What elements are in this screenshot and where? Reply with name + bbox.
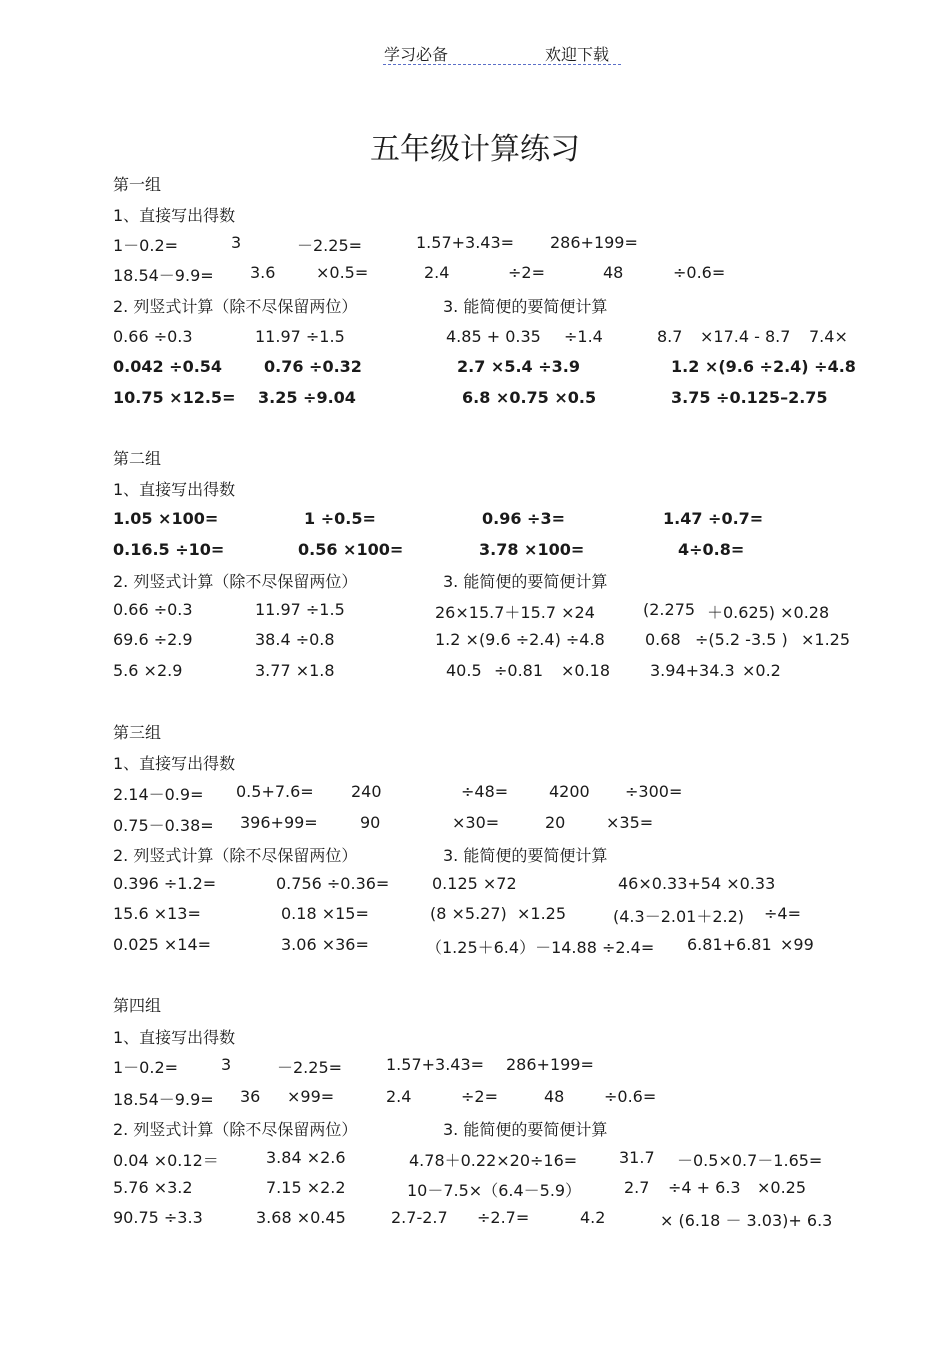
group-4-heading: 第四组 xyxy=(113,996,162,1015)
expr: 2.14－0.9= xyxy=(113,785,204,804)
expr: 0.18 ×15= xyxy=(281,904,369,923)
expr: 0.75－0.38= xyxy=(113,816,214,835)
expr: 8.7 xyxy=(657,327,683,346)
expr: 0.66 ÷0.3 xyxy=(113,600,193,619)
group-2-direct-label: 1、直接写出得数 xyxy=(113,480,236,499)
expr: 1.57+3.43= xyxy=(416,233,515,252)
expr: × (6.18 － 3.03)+ 6.3 xyxy=(660,1211,833,1230)
expr: 3.25 ÷9.04 xyxy=(258,388,356,407)
expr: 3.84 ×2.6 xyxy=(266,1148,346,1167)
expr: 0.756 ÷0.36= xyxy=(276,874,390,893)
expr: 0.68 xyxy=(645,630,681,649)
vertical-label: 2. 列竖式计算（除不尽保留两位） xyxy=(113,1120,358,1139)
g3-row-1 xyxy=(0,782,950,804)
expr: 1 ÷0.5= xyxy=(304,509,376,528)
expr: 3 xyxy=(221,1055,232,1074)
expr: 4200 xyxy=(549,782,590,801)
g3-row-5 xyxy=(0,935,950,957)
g1-row-4 xyxy=(0,357,950,379)
g3-row-3 xyxy=(0,874,950,896)
expr: ×35= xyxy=(606,813,654,832)
expr: 38.4 ÷0.8 xyxy=(255,630,335,649)
expr: 3.94+34.3 xyxy=(650,661,735,680)
g1-section-labels xyxy=(0,294,950,316)
expr: 2.7-2.7 xyxy=(391,1208,448,1227)
expr: 15.6 ×13= xyxy=(113,904,201,923)
expr: ×1.25 xyxy=(517,904,567,923)
page-title: 五年级计算练习 xyxy=(370,132,580,167)
expr: 26×15.7＋15.7 ×24 xyxy=(435,603,595,622)
g4-row-4 xyxy=(0,1178,950,1200)
expr: －2.25= xyxy=(277,1058,343,1077)
expr: 2.7 xyxy=(624,1178,650,1197)
group-3-heading: 第三组 xyxy=(113,723,162,742)
expr: ÷0.6= xyxy=(673,263,726,282)
expr: 0.56 ×100= xyxy=(298,540,404,559)
expr: ÷2= xyxy=(508,263,545,282)
expr: 1.57+3.43= xyxy=(386,1055,485,1074)
expr: (4.3－2.01＋2.2) xyxy=(613,907,745,926)
expr: －2.25= xyxy=(297,236,363,255)
expr: 10.75 ×12.5= xyxy=(113,388,236,407)
expr: 46×0.33+54 ×0.33 xyxy=(618,874,776,893)
expr: 18.54－9.9= xyxy=(113,1090,214,1109)
expr: 3 xyxy=(231,233,242,252)
expr: 20 xyxy=(545,813,566,832)
expr: 3.06 ×36= xyxy=(281,935,369,954)
expr: 11.97 ÷1.5 xyxy=(255,327,345,346)
group-1-direct-label: 1、直接写出得数 xyxy=(113,206,236,225)
vertical-label: 2. 列竖式计算（除不尽保留两位） xyxy=(113,572,358,591)
expr: 40.5 xyxy=(446,661,482,680)
expr: 1－0.2= xyxy=(113,1058,179,1077)
expr: 3.78 ×100= xyxy=(479,540,585,559)
g1-row-2 xyxy=(0,263,950,285)
expr: 10－7.5×（6.4－5.9） xyxy=(407,1181,582,1200)
expr: ÷300= xyxy=(625,782,683,801)
expr: 90.75 ÷3.3 xyxy=(113,1208,203,1227)
expr: 31.7 xyxy=(619,1148,655,1167)
expr: ÷0.81 xyxy=(494,661,544,680)
expr: ×30= xyxy=(452,813,500,832)
expr: 5.6 ×2.9 xyxy=(113,661,183,680)
g2-row-1 xyxy=(0,509,950,531)
header-left: 学习必备 xyxy=(384,45,449,64)
g3-section-labels xyxy=(0,843,950,865)
g4-row-2 xyxy=(0,1087,950,1109)
group-1-heading: 第一组 xyxy=(113,175,162,194)
expr: 240 xyxy=(351,782,382,801)
expr: ＋0.625) ×0.28 xyxy=(707,603,830,622)
expr: 396+99= xyxy=(240,813,318,832)
expr: 0.96 ÷3= xyxy=(482,509,565,528)
expr: 3.68 ×0.45 xyxy=(256,1208,346,1227)
expr: 4÷0.8= xyxy=(678,540,745,559)
expr: 6.8 ×0.75 ×0.5 xyxy=(462,388,597,407)
expr: 0.76 ÷0.32 xyxy=(264,357,362,376)
simple-label: 3. 能简便的要简便计算 xyxy=(443,297,608,316)
g4-row-5 xyxy=(0,1208,950,1230)
group-3-direct-label: 1、直接写出得数 xyxy=(113,754,236,773)
expr: 1.2 ×(9.6 ÷2.4) ÷4.8 xyxy=(671,357,856,376)
expr: ×99 xyxy=(780,935,814,954)
expr: 1－0.2= xyxy=(113,236,179,255)
expr: 4.85 + 0.35 xyxy=(446,327,541,346)
simple-label: 3. 能简便的要简便计算 xyxy=(443,1120,608,1139)
expr: ×0.5= xyxy=(316,263,369,282)
expr: 2.7 ×5.4 ÷3.9 xyxy=(457,357,580,376)
expr: 69.6 ÷2.9 xyxy=(113,630,193,649)
expr: 0.025 ×14= xyxy=(113,935,212,954)
expr: ÷0.6= xyxy=(604,1087,657,1106)
group-4-direct-label: 1、直接写出得数 xyxy=(113,1028,236,1047)
expr: ÷4= xyxy=(764,904,801,923)
expr: 18.54－9.9= xyxy=(113,266,214,285)
expr: 0.04 ×0.12＝ xyxy=(113,1151,219,1170)
expr: ×0.25 xyxy=(757,1178,807,1197)
g2-row-4 xyxy=(0,630,950,652)
expr: ÷1.4 xyxy=(564,327,603,346)
expr: 286+199= xyxy=(506,1055,594,1074)
expr: 0.66 ÷0.3 xyxy=(113,327,193,346)
expr: 1.2 ×(9.6 ÷2.4) ÷4.8 xyxy=(435,630,605,649)
expr: 4.78＋0.22×20÷16= xyxy=(409,1151,578,1170)
simple-label: 3. 能简便的要简便计算 xyxy=(443,572,608,591)
expr: 0.5+7.6= xyxy=(236,782,314,801)
expr: 36 xyxy=(240,1087,261,1106)
expr: ×1.25 xyxy=(801,630,851,649)
g2-row-3 xyxy=(0,600,950,622)
g1-row-3 xyxy=(0,327,950,349)
expr: ×17.4 - 8.7 xyxy=(700,327,791,346)
g1-row-5 xyxy=(0,388,950,410)
expr: 7.15 ×2.2 xyxy=(266,1178,346,1197)
expr: 11.97 ÷1.5 xyxy=(255,600,345,619)
vertical-label: 2. 列竖式计算（除不尽保留两位） xyxy=(113,846,358,865)
g2-row-2 xyxy=(0,540,950,562)
expr: 3.6 xyxy=(250,263,276,282)
expr: ÷48= xyxy=(461,782,509,801)
expr: 90 xyxy=(360,813,381,832)
expr: 286+199= xyxy=(550,233,638,252)
expr: ×99= xyxy=(287,1087,335,1106)
expr: 7.4× xyxy=(809,327,848,346)
expr: 48 xyxy=(603,263,624,282)
expr: 0.042 ÷0.54 xyxy=(113,357,223,376)
expr: ×0.2 xyxy=(742,661,781,680)
expr: 3.75 ÷0.125–2.75 xyxy=(671,388,828,407)
g2-row-5 xyxy=(0,661,950,683)
expr: 1.05 ×100= xyxy=(113,509,219,528)
vertical-label: 2. 列竖式计算（除不尽保留两位） xyxy=(113,297,358,316)
expr: 1.47 ÷0.7= xyxy=(663,509,764,528)
expr: 2.4 xyxy=(424,263,450,282)
simple-label: 3. 能简便的要简便计算 xyxy=(443,846,608,865)
g4-row-1 xyxy=(0,1055,950,1077)
expr: (2.275 xyxy=(643,600,696,619)
expr: ×0.18 xyxy=(561,661,611,680)
g2-section-labels xyxy=(0,569,950,591)
expr: 4.2 xyxy=(580,1208,606,1227)
expr: 3.77 ×1.8 xyxy=(255,661,335,680)
g1-row-1 xyxy=(0,233,950,255)
expr: 48 xyxy=(544,1087,565,1106)
g3-row-4 xyxy=(0,904,950,926)
expr: 0.125 ×72 xyxy=(432,874,517,893)
expr: 5.76 ×3.2 xyxy=(113,1178,193,1197)
g3-row-2 xyxy=(0,813,950,835)
header-right: 欢迎下载 xyxy=(545,45,610,64)
expr: 0.16.5 ÷10= xyxy=(113,540,225,559)
expr: (8 ×5.27) xyxy=(430,904,507,923)
expr: ÷4 + 6.3 xyxy=(668,1178,741,1197)
group-2-heading: 第二组 xyxy=(113,449,162,468)
expr: ÷2.7= xyxy=(477,1208,530,1227)
g4-row-3 xyxy=(0,1148,950,1170)
expr: ÷(5.2 -3.5 ) xyxy=(695,630,788,649)
expr: －0.5×0.7－1.65= xyxy=(677,1151,823,1170)
expr: 0.396 ÷1.2= xyxy=(113,874,217,893)
expr: ÷2= xyxy=(461,1087,498,1106)
expr: 6.81+6.81 xyxy=(687,935,772,954)
expr: （1.25＋6.4）－14.88 ÷2.4= xyxy=(426,938,655,957)
g4-section-labels xyxy=(0,1117,950,1139)
expr: 2.4 xyxy=(386,1087,412,1106)
header-underline xyxy=(383,64,621,65)
